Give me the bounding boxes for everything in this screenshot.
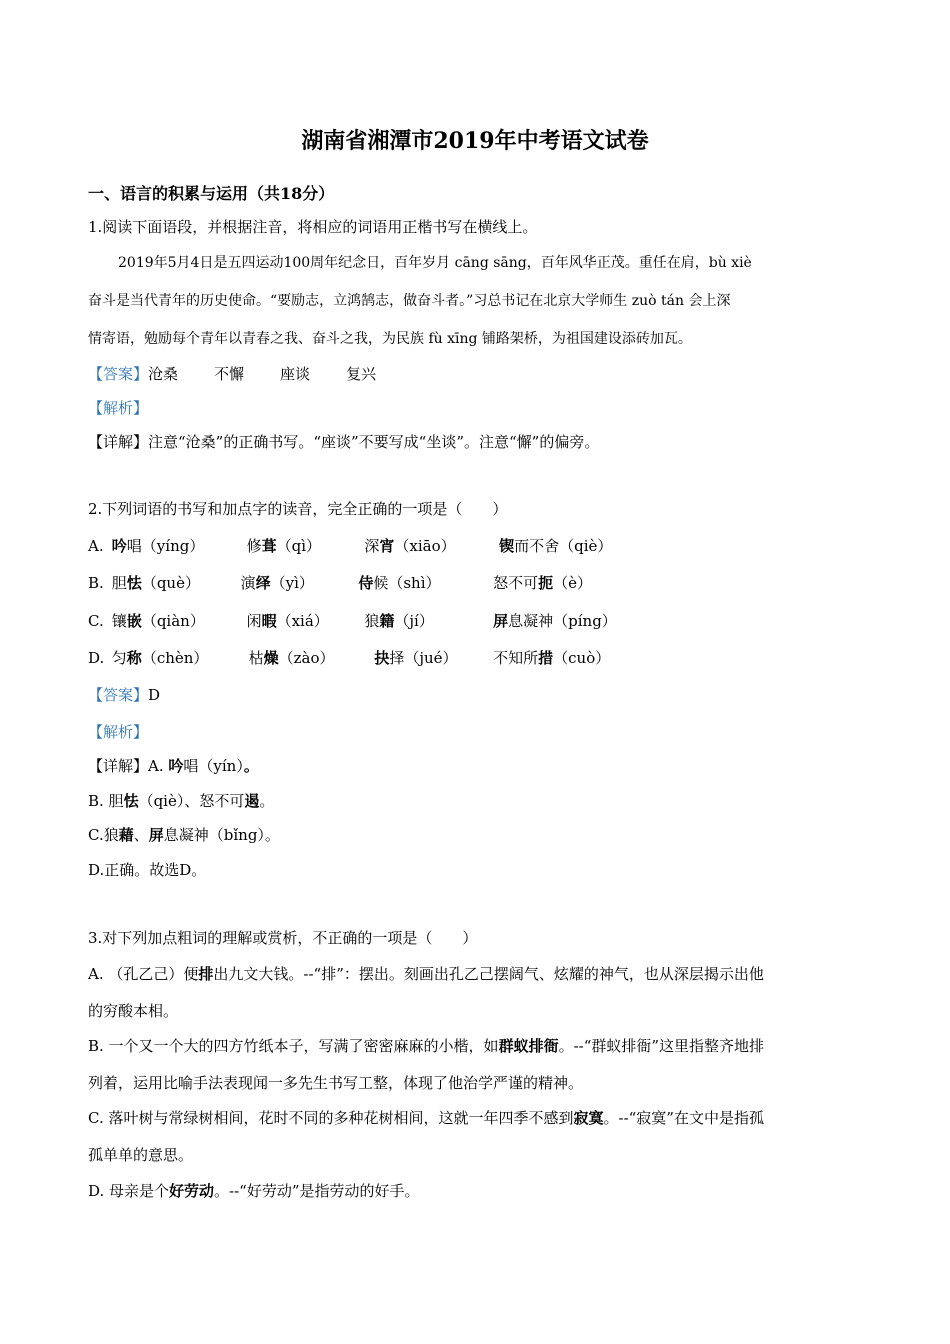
option-text: （cuò） bbox=[553, 649, 611, 667]
dotted-char: 藉 bbox=[118, 826, 134, 844]
option-text: 修 bbox=[246, 537, 262, 555]
dotted-char: 葺 bbox=[261, 537, 277, 555]
q2-stem: 2.下列词语的书写和加点字的读音，完全正确的一项是（ ） bbox=[88, 500, 508, 518]
answer-word: 沧桑 bbox=[148, 365, 179, 383]
answer-value: D bbox=[148, 686, 161, 704]
option-text: 而不舍（qiè） bbox=[514, 537, 613, 555]
option-text: 出九文大钱。--“排”：摆出。刻画出孔乙己摆阔气、炫耀的神气，也从深层揭示出他 bbox=[213, 965, 764, 983]
dotted-char: 燥 bbox=[263, 649, 279, 667]
q2-detail-b bbox=[88, 790, 274, 811]
dotted-char: 绎 bbox=[255, 574, 271, 592]
option-letter: B. bbox=[88, 574, 104, 592]
detail-text: （qiè）、怒不可 bbox=[138, 792, 245, 810]
option-text: （jí） bbox=[394, 612, 434, 630]
q3-option-b-line bbox=[88, 1035, 764, 1056]
option-text: 怒不可 bbox=[493, 574, 539, 592]
bold-word: 好劳动 bbox=[169, 1182, 215, 1200]
option-text: A. （孔乙己）便 bbox=[88, 965, 199, 983]
option-text: 胆 bbox=[111, 574, 127, 592]
detail-text: 。 bbox=[243, 757, 259, 775]
q1-paragraph-line: 2019年5月4日是五四运动100周年纪念日，百年岁月 cāng sāng，百年风华正茂。重任在肩，bù xiè bbox=[118, 255, 752, 271]
q3-option-a-line: 的穷酸本相。 bbox=[88, 1002, 179, 1020]
dotted-char: 怯 bbox=[126, 574, 142, 592]
option-text: （chèn） bbox=[141, 649, 209, 667]
q2-detail-c bbox=[88, 824, 280, 845]
option-text: 择（jué） bbox=[389, 649, 458, 667]
answer-tag: 【答案】 bbox=[88, 686, 149, 704]
dotted-char: 屏 bbox=[148, 826, 164, 844]
section-heading: 一、语言的积累与运用（共18分） bbox=[88, 184, 335, 203]
option-c bbox=[88, 610, 617, 631]
option-text: 镶 bbox=[111, 612, 127, 630]
option-text: 演 bbox=[240, 574, 256, 592]
q3-option-d-line bbox=[88, 1180, 420, 1201]
detail-text: C.狼 bbox=[88, 826, 119, 844]
dotted-char: 遏 bbox=[244, 792, 260, 810]
q1-paragraph-line: 奋斗是当代青年的历史使命。“要励志，立鸿鹄志，做奋斗者。”习总书记在北京大学师生 zuò tán 会上深 bbox=[88, 293, 731, 309]
detail-text: A. bbox=[148, 757, 169, 775]
option-text: （qiàn） bbox=[141, 612, 205, 630]
option-text: 枯 bbox=[248, 649, 264, 667]
dotted-char: 吟 bbox=[168, 757, 184, 775]
q3-option-b-line: 列着，运用比喻手法表现闻一多先生书写工整，体现了他治学严谨的精神。 bbox=[88, 1074, 584, 1092]
option-letter: C. bbox=[88, 612, 104, 630]
option-text: （è） bbox=[553, 574, 593, 592]
detail-text: 唱（yín） bbox=[183, 757, 244, 775]
dotted-char: 宵 bbox=[379, 537, 395, 555]
q1-paragraph-line: 情寄语，勉励每个青年以青春之我、奋斗之我，为民族 fù xīng 铺路架桥，为祖国建设添砖加瓦。 bbox=[88, 331, 692, 347]
dotted-char: 扼 bbox=[538, 574, 554, 592]
q3-option-c-line bbox=[88, 1107, 764, 1128]
dotted-char: 怯 bbox=[123, 792, 139, 810]
option-text: 不知所 bbox=[493, 649, 539, 667]
option-letter: A. bbox=[88, 537, 104, 555]
analysis-tag: 【解析】 bbox=[88, 723, 149, 741]
bold-word: 寂寞 bbox=[573, 1109, 604, 1127]
answer-word: 复兴 bbox=[346, 365, 377, 383]
bold-word: 群蚁排衙 bbox=[498, 1037, 559, 1055]
dotted-char: 屏 bbox=[493, 612, 509, 630]
option-text: 息凝神（píng） bbox=[508, 612, 617, 630]
option-a bbox=[88, 535, 612, 556]
q2-detail-a bbox=[88, 755, 259, 776]
option-text: 狼 bbox=[364, 612, 380, 630]
detail-text: B. 胆 bbox=[88, 792, 124, 810]
dotted-char: 吟 bbox=[111, 537, 127, 555]
option-text: （qì） bbox=[276, 537, 321, 555]
option-text: 。--“好劳动”是指劳动的好手。 bbox=[214, 1182, 420, 1200]
dotted-char: 暇 bbox=[261, 612, 277, 630]
option-letter: D. bbox=[88, 649, 105, 667]
dotted-char: 嵌 bbox=[126, 612, 142, 630]
q3-option-c-line: 孤单单的意思。 bbox=[88, 1146, 194, 1164]
option-text: 闲 bbox=[246, 612, 262, 630]
answer-word: 座谈 bbox=[280, 365, 311, 383]
q2-answer-row bbox=[88, 684, 160, 705]
option-text: 深 bbox=[364, 537, 380, 555]
detail-text: 。 bbox=[259, 792, 275, 810]
detail-text: 息凝神（bǐng）。 bbox=[163, 826, 280, 844]
dotted-char: 抉 bbox=[374, 649, 390, 667]
q3-option-a-line bbox=[88, 963, 764, 984]
q3-stem: 3.对下列加点粗词的理解或赏析，不正确的一项是（ ） bbox=[88, 929, 478, 947]
option-text: （xiāo） bbox=[394, 537, 456, 555]
option-text: （xiá） bbox=[276, 612, 329, 630]
option-d bbox=[88, 647, 610, 668]
q1-detail: 【详解】注意“沧桑”的正确书写。“座谈”不要写成“坐谈”。注意“懈”的偏旁。 bbox=[88, 433, 600, 451]
option-text: 。--“群蚁排衙”这里指整齐地排 bbox=[558, 1037, 765, 1055]
detail-text: 、 bbox=[133, 826, 149, 844]
q1-stem: 1.阅读下面语段，并根据注音，将相应的词语用正楷书写在横线上。 bbox=[88, 218, 538, 236]
option-text: 唱（yíng） bbox=[126, 537, 205, 555]
option-text: （yì） bbox=[270, 574, 314, 592]
option-text: D. 母亲是个 bbox=[88, 1182, 170, 1200]
option-text: C. 落叶树与常绿树相间，花时不同的多种花树相间，这就一年四季不感到 bbox=[88, 1109, 574, 1127]
dotted-char: 称 bbox=[126, 649, 142, 667]
option-text: （zào） bbox=[278, 649, 335, 667]
dotted-char: 措 bbox=[538, 649, 554, 667]
q2-detail-d: D.正确。故选D。 bbox=[88, 861, 207, 879]
option-b bbox=[88, 572, 592, 593]
option-text: 候（shì） bbox=[373, 574, 441, 592]
answer-word: 不懈 bbox=[214, 365, 245, 383]
option-text: B. 一个又一个大的四方竹纸本子，写满了密密麻麻的小楷，如 bbox=[88, 1037, 499, 1055]
analysis-tag: 【解析】 bbox=[88, 399, 149, 417]
q1-answer-row bbox=[88, 363, 376, 384]
dotted-char: 锲 bbox=[499, 537, 515, 555]
dotted-char: 侍 bbox=[358, 574, 374, 592]
option-text: 。--“寂寞”在文中是指孤 bbox=[603, 1109, 764, 1127]
detail-tag: 【详解】 bbox=[88, 757, 149, 775]
dotted-char: 籍 bbox=[379, 612, 395, 630]
page-title: 湖南省湘潭市2019年中考语文试卷 bbox=[301, 128, 649, 154]
bold-word: 排 bbox=[198, 965, 214, 983]
option-text: （què） bbox=[141, 574, 200, 592]
answer-tag: 【答案】 bbox=[88, 365, 149, 383]
option-text: 匀 bbox=[111, 649, 127, 667]
